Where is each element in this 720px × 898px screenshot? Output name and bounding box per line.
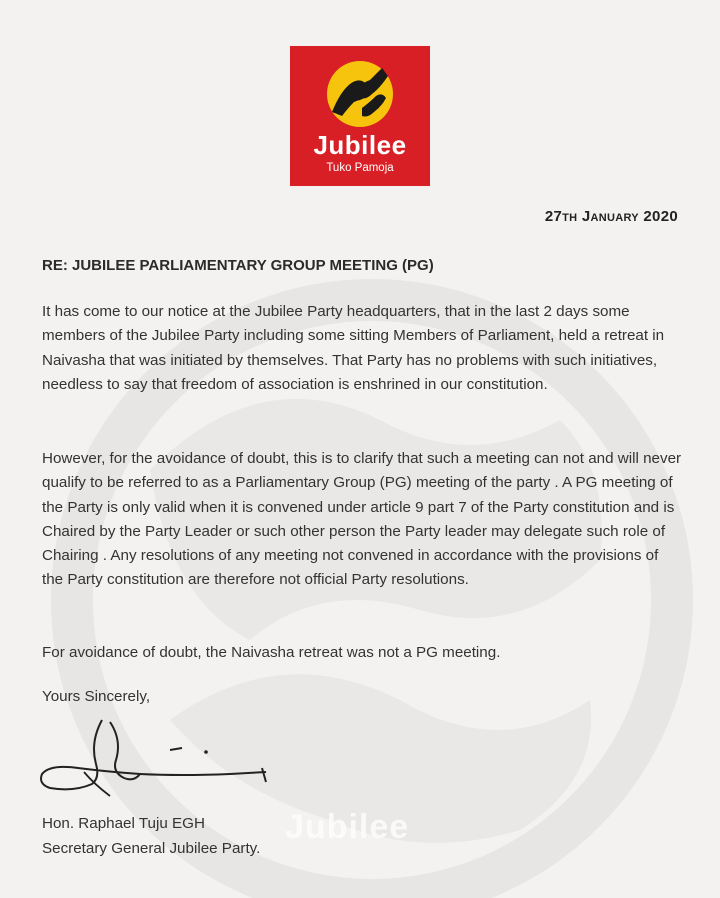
paragraph-2: However, for the avoidance of doubt, this is to clarify that such a meeting can not and will never qualify to be referred to as a Parliamentary Group (PG) meeting of the party . A PG meeting of the Party is only valid when it is convened under article 9 part 7 of the Party constitution and is Chaired by the Party Leader or such other person the Party leader may delegate such role of Chairing . Any resolutions of any meeting not convened in accordance with the provisions of the Party constitution are therefore not official Party resolutions. bbox=[42, 450, 682, 589]
letter-subject: RE: JUBILEE PARLIAMENTARY GROUP MEETING (PG) bbox=[42, 257, 434, 274]
paragraph-1: It has come to our notice at the Jubilee Party headquarters, that in the last 2 days some members of the Jubilee Party including some sitting Members of Parliament, held a retreat in Naivasha that was initiated by themselves. That Party has no problems with such initiatives, needless to say that freedom of association is enshrined in our constitution. bbox=[42, 303, 665, 393]
signature-icon bbox=[30, 712, 290, 807]
jubilee-logo bbox=[290, 46, 430, 186]
signer-name: Hon. Raphael Tuju EGH bbox=[42, 815, 205, 832]
logo-name: Jubilee bbox=[313, 130, 407, 160]
logo-tagline: Tuko Pamoja bbox=[326, 162, 394, 174]
signer-block bbox=[42, 812, 260, 861]
paragraph-3: For avoidance of doubt, the Naivasha retreat was not a PG meeting. bbox=[42, 644, 501, 661]
watermark-text: Jubilee bbox=[285, 808, 410, 846]
closing-salutation: Yours Sincerely, bbox=[42, 688, 151, 705]
signer-title: Secretary General Jubilee Party. bbox=[42, 839, 261, 857]
letter-date: 27th January 2020 bbox=[544, 208, 678, 225]
